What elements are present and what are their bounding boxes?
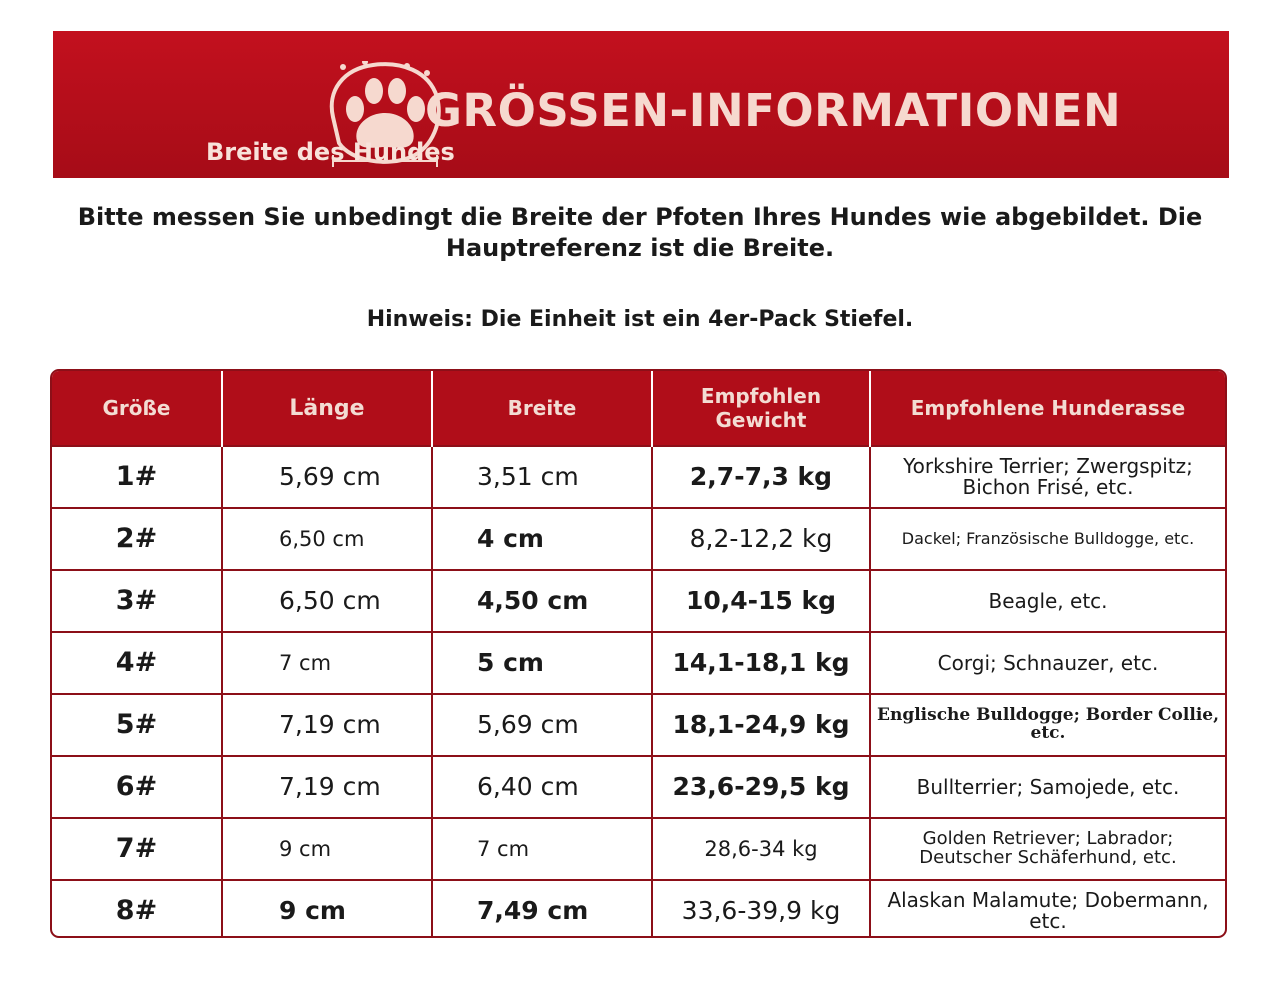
length-cell: 7 cm [222,632,432,694]
breed-cell: Bullterrier; Samojede, etc. [870,756,1225,818]
table-row [52,446,1225,508]
header-weight: Empfohlen Gewicht [652,371,870,446]
paw-width-caption: Breite des Hundes [206,138,455,166]
width-cell: 4,50 cm [432,570,652,632]
length-cell: 6,50 cm [222,570,432,632]
size-cell: 7# [52,818,222,880]
table-row [52,818,1225,880]
table-row [52,570,1225,632]
width-cell: 6,40 cm [432,756,652,818]
breed-cell: Beagle, etc. [870,570,1225,632]
banner-title: GRÖSSEN-INFORMATIONEN [425,84,1122,137]
size-cell: 8# [52,880,222,938]
size-cell: 3# [52,570,222,632]
breed-cell: Corgi; Schnauzer, etc. [870,632,1225,694]
weight-cell: 28,6-34 kg [652,818,870,880]
header-width: Breite [432,371,652,446]
breed-cell: Yorkshire Terrier; Zwergspitz; Bichon Frisé, etc. [870,446,1225,508]
width-cell: 7 cm [432,818,652,880]
length-cell: 6,50 cm [222,508,432,570]
table-row [52,756,1225,818]
table-row [52,880,1225,938]
breed-cell: Englische Bulldogge; Border Collie, etc. [870,694,1225,756]
size-cell: 1# [52,446,222,508]
table-row [52,632,1225,694]
breed-cell: Dackel; Französische Bulldogge, etc. [870,508,1225,570]
size-cell: 5# [52,694,222,756]
length-cell: 7,19 cm [222,756,432,818]
header-length: Länge [222,371,432,446]
weight-cell: 8,2-12,2 kg [652,508,870,570]
width-cell: 5,69 cm [432,694,652,756]
pack-note: Hinweis: Die Einheit ist ein 4er-Pack Stiefel. [366,307,914,332]
length-cell: 9 cm [222,818,432,880]
width-cell: 3,51 cm [432,446,652,508]
header-breed: Empfohlene Hunderasse [870,371,1225,446]
breed-cell: Golden Retriever; Labrador; Deutscher Schäferhund, etc. [870,818,1225,880]
table-row [52,694,1225,756]
header-banner [53,31,1229,178]
header-size: Größe [52,371,222,446]
length-cell: 9 cm [222,880,432,938]
weight-cell: 33,6-39,9 kg [652,880,870,938]
weight-cell: 2,7-7,3 kg [652,446,870,508]
width-cell: 7,49 cm [432,880,652,938]
size-cell: 6# [52,756,222,818]
width-cell: 5 cm [432,632,652,694]
size-cell: 2# [52,508,222,570]
length-cell: 7,19 cm [222,694,432,756]
weight-cell: 18,1-24,9 kg [652,694,870,756]
length-cell: 5,69 cm [222,446,432,508]
weight-cell: 10,4-15 kg [652,570,870,632]
size-table [50,369,1227,938]
measurement-instructions: Bitte messen Sie unbedingt die Breite der Pfoten Ihres Hundes wie abgebildet. Die Hauptreferenz ist die Breite. [77,203,1203,262]
table-header-row [52,371,1225,446]
table-row [52,508,1225,570]
width-cell: 4 cm [432,508,652,570]
size-cell: 4# [52,632,222,694]
weight-cell: 14,1-18,1 kg [652,632,870,694]
weight-cell: 23,6-29,5 kg [652,756,870,818]
breed-cell: Alaskan Malamute; Dobermann, etc. [870,880,1225,938]
